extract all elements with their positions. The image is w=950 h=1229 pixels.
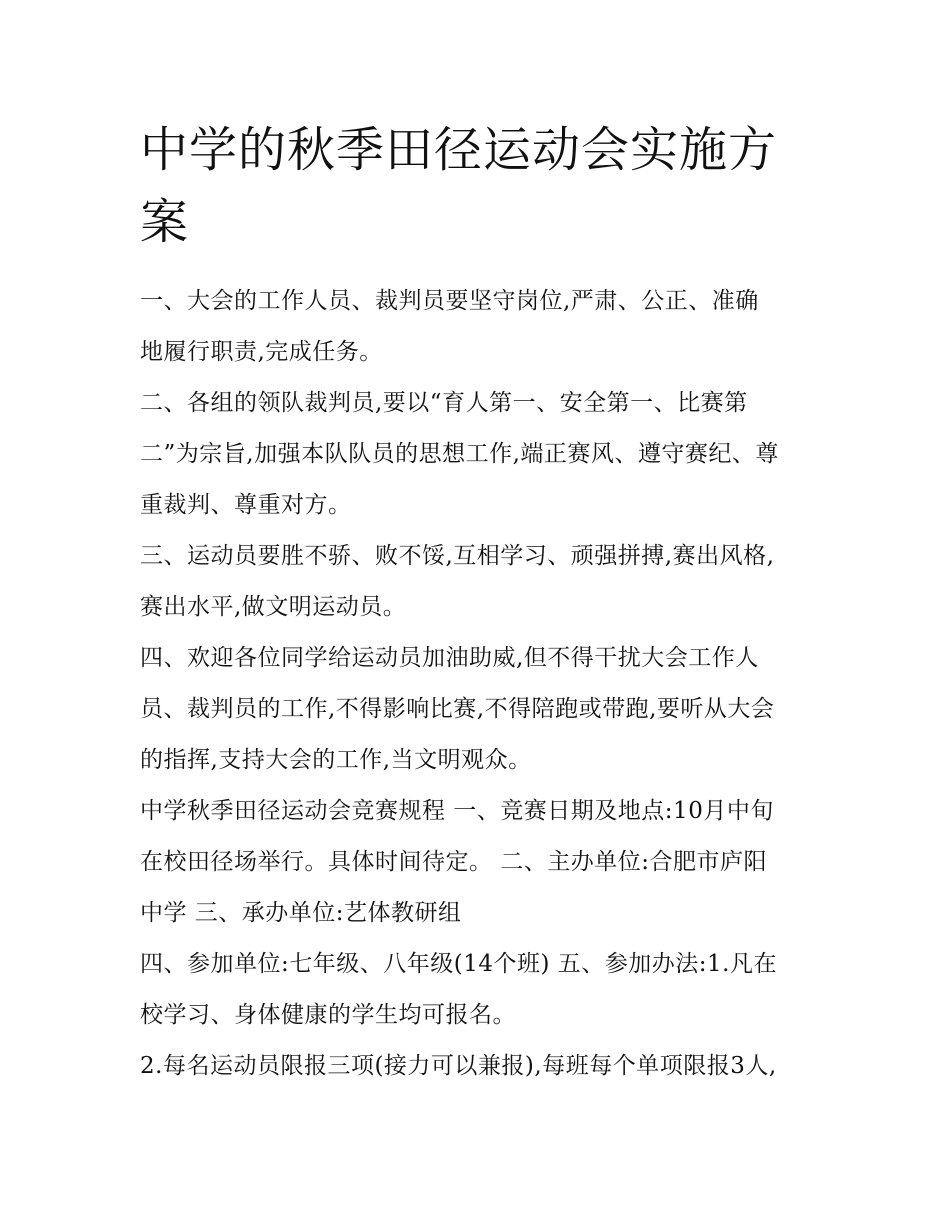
paragraph-spectators bbox=[140, 633, 815, 786]
paragraph-entry-limits bbox=[140, 1041, 815, 1092]
text-line: 在校田径场举行。具体时间待定。 二、主办单位:合肥市庐阳 bbox=[140, 849, 768, 875]
document-body bbox=[140, 276, 815, 1092]
text-line: 员、裁判员的工作,不得影响比赛,不得陪跑或带跑,要听从大会 bbox=[140, 696, 775, 722]
paragraph-staff-duties bbox=[140, 276, 815, 378]
text-line: 重裁判、尊重对方。 bbox=[140, 492, 352, 518]
title-line: 中学的秋季田径运动会实施方 bbox=[140, 122, 778, 178]
paragraph-competition-rules bbox=[140, 786, 815, 939]
title-line: 案 bbox=[140, 194, 190, 250]
text-line: 一、大会的工作人员、裁判员要坚守岗位,严肃、公正、准确 bbox=[140, 288, 759, 314]
text-line: 校学习、身体健康的学生均可报名。 bbox=[140, 1002, 516, 1028]
text-line: 中学秋季田径运动会竞赛规程 一、竞赛日期及地点:10月中旬 bbox=[140, 798, 774, 824]
text-line: 二、各组的领队裁判员,要以“育人第一、安全第一、比赛第 bbox=[140, 390, 748, 416]
text-line: 四、参加单位:七年级、八年级(14个班) 五、参加办法:1.凡在 bbox=[140, 951, 777, 977]
document-title bbox=[140, 114, 820, 258]
paragraph-athletes bbox=[140, 531, 815, 633]
text-line: 赛出水平,做文明运动员。 bbox=[140, 594, 407, 620]
text-line: 中学 三、承办单位:艺体教研组 bbox=[140, 900, 462, 926]
text-line: 二”为宗旨,加强本队队员的思想工作,端正赛风、遵守赛纪、尊 bbox=[140, 441, 779, 467]
text-line: 的指挥,支持大会的工作,当文明观众。 bbox=[140, 747, 532, 773]
paragraph-participants bbox=[140, 939, 815, 1041]
text-line: 三、运动员要胜不骄、败不馁,互相学习、顽强拼搏,赛出风格, bbox=[140, 543, 775, 569]
text-line: 2.每名运动员限报三项(接力可以兼报),每班每个单项限报3人, bbox=[140, 1053, 777, 1079]
text-line: 地履行职责,完成任务。 bbox=[140, 339, 383, 365]
paragraph-team-leaders bbox=[140, 378, 815, 531]
text-line: 四、欢迎各位同学给运动员加油助威,但不得干扰大会工作人 bbox=[140, 645, 759, 671]
